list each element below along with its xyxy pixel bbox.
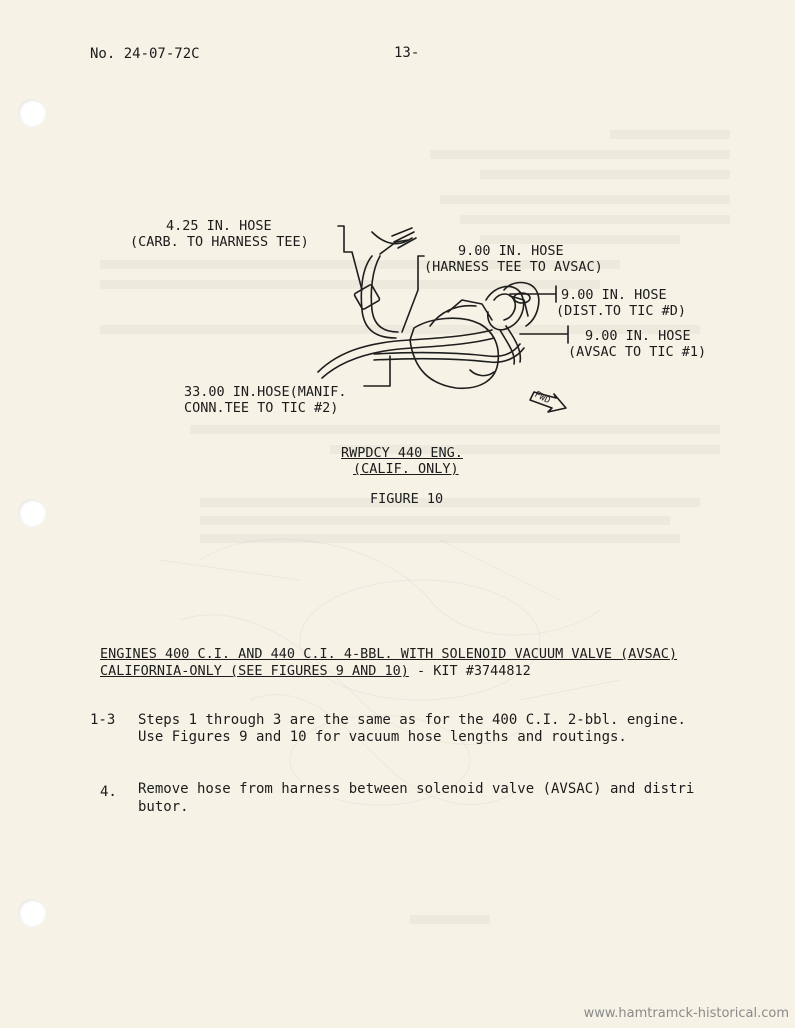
label-dist-hose-route: (DIST.TO TIC #D)	[556, 303, 687, 319]
figure-caption: FIGURE 10	[370, 491, 444, 507]
leader-line-harness-hose	[402, 256, 424, 332]
section-heading-underlined: CALIFORNIA-ONLY (SEE FIGURES 9 AND 10)	[100, 663, 409, 679]
step-text-line: butor.	[138, 799, 189, 815]
label-manif-hose-route: CONN.TEE TO TIC #2)	[184, 400, 339, 416]
label-carb-hose-route: (CARB. TO HARNESS TEE)	[130, 234, 309, 250]
step-text-line: Use Figures 9 and 10 for vacuum hose lengths and routings.	[138, 729, 627, 745]
fwd-arrow-label: FWD	[532, 389, 552, 407]
label-dist-hose-length: 9.00 IN. HOSE	[561, 287, 667, 303]
section-heading-line2	[100, 663, 531, 679]
label-avsac-hose-route: (AVSAC TO TIC #1)	[568, 344, 707, 360]
section-heading-line1: ENGINES 400 C.I. AND 440 C.I. 4-BBL. WITH SOLENOID VACUUM VALVE (AVSAC)	[100, 646, 678, 662]
step-text-line: Steps 1 through 3 are the same as for the 400 C.I. 2-bbl. engine.	[138, 712, 686, 728]
engine-calif-note: (CALIF. ONLY)	[353, 461, 459, 477]
step-number: 1-3	[90, 712, 116, 728]
site-watermark: www.hamtramck-historical.com	[583, 1006, 789, 1021]
document-number: No. 24-07-72C	[90, 46, 200, 62]
step-number: 4.	[100, 784, 117, 800]
section-heading-kit: - KIT #3744812	[408, 663, 531, 679]
label-avsac-hose-length: 9.00 IN. HOSE	[585, 328, 691, 344]
label-harness-hose-route: (HARNESS TEE TO AVSAC)	[424, 259, 603, 275]
page-number: 13-	[394, 45, 420, 61]
leader-line-carb-hose	[338, 226, 362, 290]
label-harness-hose-length: 9.00 IN. HOSE	[458, 243, 564, 259]
engine-designation: RWPDCY 440 ENG.	[341, 445, 463, 461]
label-manif-hose-length: 33.00 IN.HOSE(MANIF.	[184, 384, 347, 400]
label-carb-hose-length: 4.25 IN. HOSE	[166, 218, 272, 234]
step-text-line: Remove hose from harness between solenoid valve (AVSAC) and distri	[138, 781, 695, 797]
leader-line-avsac-hose	[520, 326, 568, 343]
